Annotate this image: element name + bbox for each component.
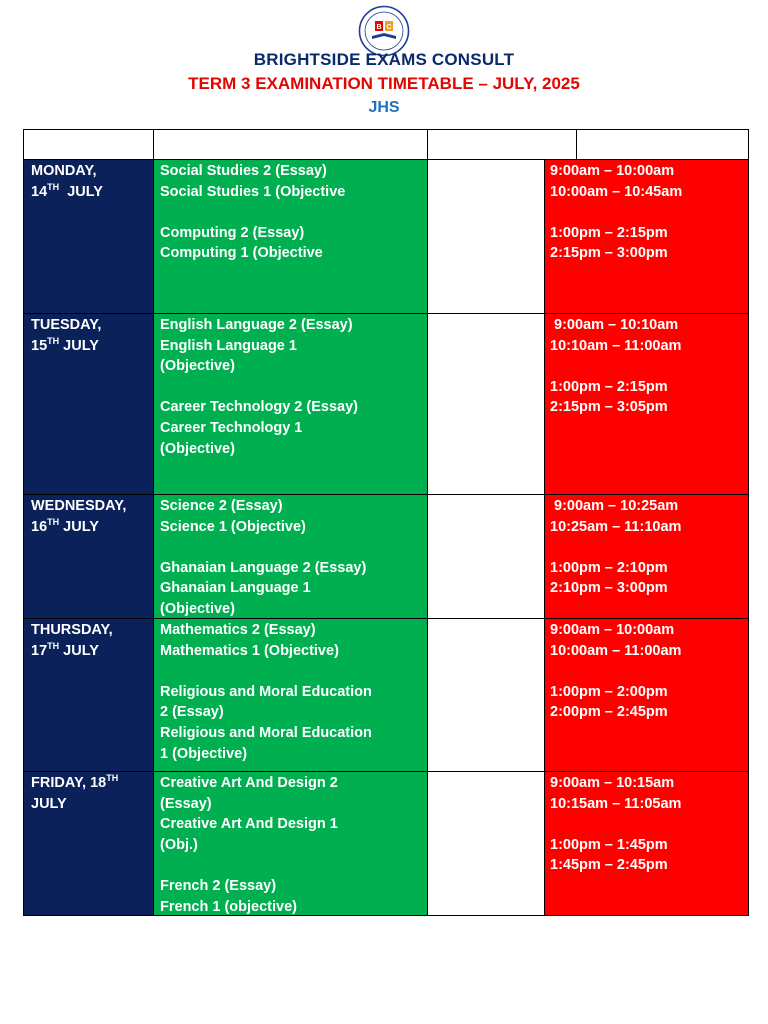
svg-text:C: C [386,24,392,31]
table-header-cell [427,129,577,160]
day-label: FRIDAY, 18TH JULY [31,773,119,812]
time-list: 9:00am – 10:25am 10:25am – 11:10am 1:00pm – 2:10pm 2:10pm – 3:00pm [550,498,682,597]
table-row-blank-cell [427,494,545,619]
document-title: TERM 3 EXAMINATION TIMETABLE – JULY, 2025 [188,74,580,93]
day-label: WEDNESDAY, 16TH JULY [31,498,127,535]
table-row-blank-cell [427,771,545,916]
subject-list: Creative Art And Design 2 (Essay) Creative Art And Design 1 (Obj.) French 2 (Essay) French 1 (objective) [160,775,338,915]
day-label: MONDAY, 14TH JULY [31,163,103,200]
subject-list: Mathematics 2 (Essay) Mathematics 1 (Objective) Religious and Moral Education 2 (Essay) Religious and Moral Education 1 (Objective) [160,622,372,762]
organization-name: BRIGHTSIDE EXAMS CONSULT [253,50,515,69]
table-row-blank-cell [427,618,545,772]
day-label: TUESDAY, 15TH JULY [31,317,102,354]
day-label: THURSDAY, 17TH JULY [31,622,113,659]
subject-list: Social Studies 2 (Essay) Social Studies 1 (Objective Computing 2 (Essay) Computing 1 (Objective [160,163,346,262]
svg-text:B: B [376,24,382,31]
time-list: 9:00am – 10:00am 10:00am – 11:00am 1:00pm – 2:00pm 2:00pm – 2:45pm [550,622,682,721]
table-header-cell [153,129,428,160]
time-list: 9:00am – 10:15am 10:15am – 11:05am 1:00pm – 1:45pm 1:45pm – 2:45pm [550,775,682,874]
time-list: 9:00am – 10:00am 10:00am – 10:45am 1:00pm – 2:15pm 2:15pm – 3:00pm [550,163,683,262]
subject-list: Science 2 (Essay) Science 1 (Objective) Ghanaian Language 2 (Essay) Ghanaian Language 1 (Objective) [160,498,367,617]
table-header-cell [576,129,749,160]
table-row-blank-cell [427,159,545,314]
table-header-cell [23,129,154,160]
subject-list: English Language 2 (Essay) English Language 1 (Objective) Career Technology 2 (Essay) Career Technology 1 (Objective) [160,317,358,457]
level-label: JHS [368,99,400,116]
time-list: 9:00am – 10:10am 10:10am – 11:00am 1:00pm – 2:15pm 2:15pm – 3:05pm [550,317,682,416]
table-row-blank-cell [427,313,545,495]
